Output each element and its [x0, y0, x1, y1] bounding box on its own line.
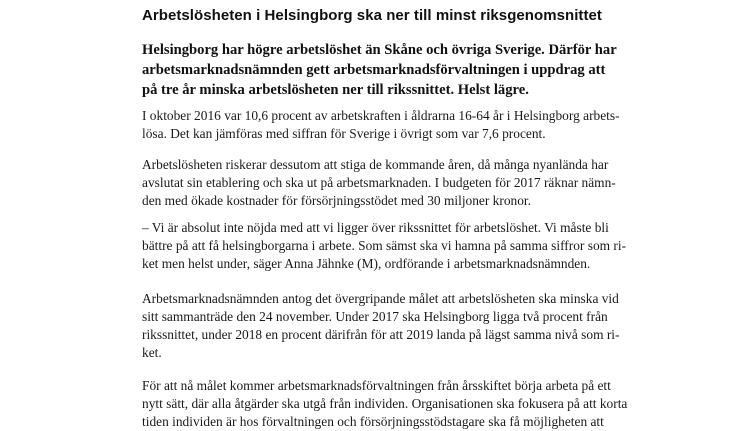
paragraph-line: sitt sammanträde den 24 november. Under 2017 ska Helsingborg ligga två procent från — [142, 308, 608, 324]
ingress-line: Helsingborg har högre arbetslöshet än Skåne och övriga Sverige. Därför har — [142, 42, 617, 58]
article-headline: Arbetslösheten i Helsingborg ska ner till minst riksgenomsnittet — [142, 7, 602, 24]
body-paragraph-5 — [142, 377, 627, 431]
article-ingress — [142, 40, 617, 100]
body-paragraph-1 — [142, 107, 620, 143]
body-paragraph-4 — [142, 290, 619, 362]
paragraph-line: tiden individen är hos förvaltningen och försörjningsstödstagare ska få möjligheten att — [142, 413, 604, 429]
paragraph-line: Arbetsmarknadsnämnden antog det övergripande målet att arbetslösheten ska minska vid — [142, 291, 619, 306]
paragraph-line: – Vi är absolut inte nöjda med att vi ligger över rikssnittet för arbetslöshet. Vi måste bli — [142, 220, 609, 235]
paragraph-line: lösa. Det kan jämföras med siffran för Sverige i övrigt som var 7,6 procent. — [142, 125, 546, 141]
body-paragraph-2 — [142, 156, 616, 210]
paragraph-line: avslutat sin etablering och ska ut på arbetsmarknaden. I budgeten för 2017 räknar nämn- — [142, 174, 616, 190]
paragraph-line: För att nå målet kommer arbetsmarknadsförvaltningen från årsskiftet börja arbeta på ett — [142, 378, 611, 393]
paragraph-line: bättre på att få helsingborgarna i arbete. Som sämst ska vi hamna på samma siffror som ri- — [142, 237, 627, 253]
ingress-line: arbetsmarknadsnämnden gett arbetsmarknadsförvaltningen i uppdrag att — [142, 62, 606, 78]
ingress-line: på tre år minska arbetslösheten ner till rikssnittet. Helst lägre. — [142, 82, 529, 98]
paragraph-line: den med ökade kostnader för försörjningsstödet med 30 miljoner kronor. — [142, 192, 531, 208]
paragraph-line: Arbetslösheten riskerar dessutom att stiga de kommande åren, då många nyanlända har — [142, 157, 609, 172]
paragraph-line: ket men helst under, säger Anna Jähnke (M), ordförande i arbetsmarknadsnämnden. — [142, 255, 591, 271]
paragraph-line: ket. — [142, 344, 162, 360]
paragraph-line: nytt sätt, där alla åtgärder ska utgå från individen. Organisationen ska fokusera på att korta — [142, 395, 628, 411]
paragraph-line: rikssnittet, under 2018 en procent därifrån för att 2019 landa på lägst samma nivå som ri- — [142, 326, 620, 342]
paragraph-line: I oktober 2016 var 10,6 procent av arbetskraften i åldrarna 16-64 år i Helsingborg arbets- — [142, 108, 620, 123]
body-paragraph-quote — [142, 219, 626, 273]
